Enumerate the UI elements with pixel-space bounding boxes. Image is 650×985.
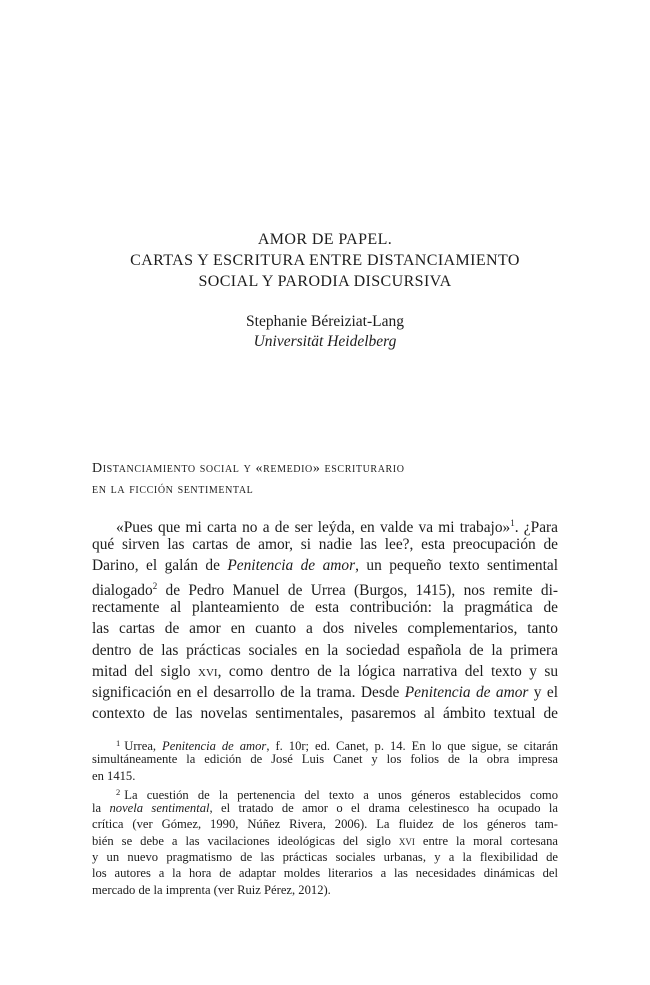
body-line [92, 682, 558, 703]
body-line [92, 513, 558, 534]
author-affiliation: Universität Heidelberg [253, 333, 397, 350]
text: . ¿Para [514, 519, 558, 536]
footnote-1-line [92, 735, 558, 751]
century-numeral: xvi [398, 833, 415, 848]
author-block [0, 312, 650, 352]
text: Darino, el galán de [92, 557, 228, 575]
body-line: dentro de las prácticas sociales en la sociedad española de la primera [92, 641, 558, 659]
text: , el tratado de amor o el drama celestinesco ha ocupado la [209, 801, 558, 816]
text: , f. 10r; ed. Canet, p. 14. En lo que sigue, se citarán [266, 739, 558, 753]
footnote-2-line [92, 800, 558, 816]
section-heading [92, 458, 562, 500]
text: , como dentro de la lógica narrativa del texto y su [217, 662, 559, 680]
text: significación en el desarrollo de la trama. Desde [92, 683, 405, 701]
footnote-2-line: y un nuevo pragmatismo de las prácticas sociales urbanas, y a la flexibilidad de [92, 850, 558, 865]
title-line-1: AMOR DE PAPEL. [257, 231, 393, 248]
body-line: contexto de las novelas sentimentales, pasaremos al ámbito textual de [92, 704, 558, 722]
footnote-2-line: crítica (ver Gómez, 1990, Núñez Rivera, 2006). La fluidez de los géneros tam- [92, 817, 558, 832]
body-paragraph [92, 513, 558, 724]
footnote-1-line: en 1415. [92, 768, 136, 783]
text: y el [528, 683, 558, 701]
century-numeral: xvi [198, 662, 218, 680]
footnote-ref-2[interactable]: 2 [152, 581, 158, 592]
footnote-1-line: simultáneamente la edición de José Luis Canet y los folios de la obra impresa [92, 752, 558, 767]
work-title: Penitencia de amor [404, 683, 529, 701]
text: entre la moral cortesana [414, 833, 558, 848]
body-line [92, 555, 558, 576]
author-name: Stephanie Béreiziat-Lang [246, 313, 404, 330]
text: , un pequeño texto sentimental [355, 557, 558, 575]
footnote-1-number: 1 [116, 738, 121, 748]
text: «Pues que mi carta no a de ser leýda, en valde va mi trabajo» [116, 519, 511, 536]
body-line: rectamente al planteamiento de esta contribución: la pragmática de [92, 599, 558, 617]
text: dialogado [92, 582, 153, 600]
section-heading-line-1: Distanciamiento social y «remedio» escriturario [92, 461, 405, 476]
body-line: qué sirven las cartas de amor, si nadie las lee?, esta preocupación de [92, 536, 558, 554]
body-line: las cartas de amor en cuanto a dos niveles complementarios, tanto [92, 620, 558, 638]
body-line [92, 576, 558, 600]
text: de Pedro Manuel de Urrea (Burgos, 1415), nos remite di- [157, 582, 558, 600]
footnote-2-line [92, 833, 558, 849]
text: La cuestión de la pertenencia del texto a unos géneros establecidos como [124, 787, 558, 802]
footnote-2-number: 2 [116, 786, 121, 797]
title-line-3: SOCIAL Y PARODIA DISCURSIVA [198, 273, 452, 290]
title-line-2: CARTAS Y ESCRITURA ENTRE DISTANCIAMIENTO [130, 252, 520, 269]
work-title: Penitencia de amor [227, 557, 356, 575]
text: la [92, 801, 110, 816]
footnote-2-line: los autores a la hora de adaptar moldes literarios a las necesidades dinámicas del [92, 866, 558, 881]
footnotes [92, 735, 558, 898]
footnote-2-line [92, 784, 558, 800]
work-title: Penitencia de amor [162, 739, 267, 753]
text: bién se debe a las vacilaciones ideológicas del siglo [92, 833, 399, 848]
footnote-ref-1[interactable]: 1 [510, 518, 515, 528]
article-title [0, 229, 650, 292]
text: Urrea, [124, 739, 163, 753]
genre-term: novela sentimental [109, 801, 210, 816]
body-line [92, 661, 558, 682]
footnote-2-line: mercado de la imprenta (ver Ruiz Pérez, 2012). [92, 882, 331, 897]
text: mitad del siglo [92, 662, 199, 680]
section-heading-line-2: en la ficción sentimental [92, 482, 254, 497]
